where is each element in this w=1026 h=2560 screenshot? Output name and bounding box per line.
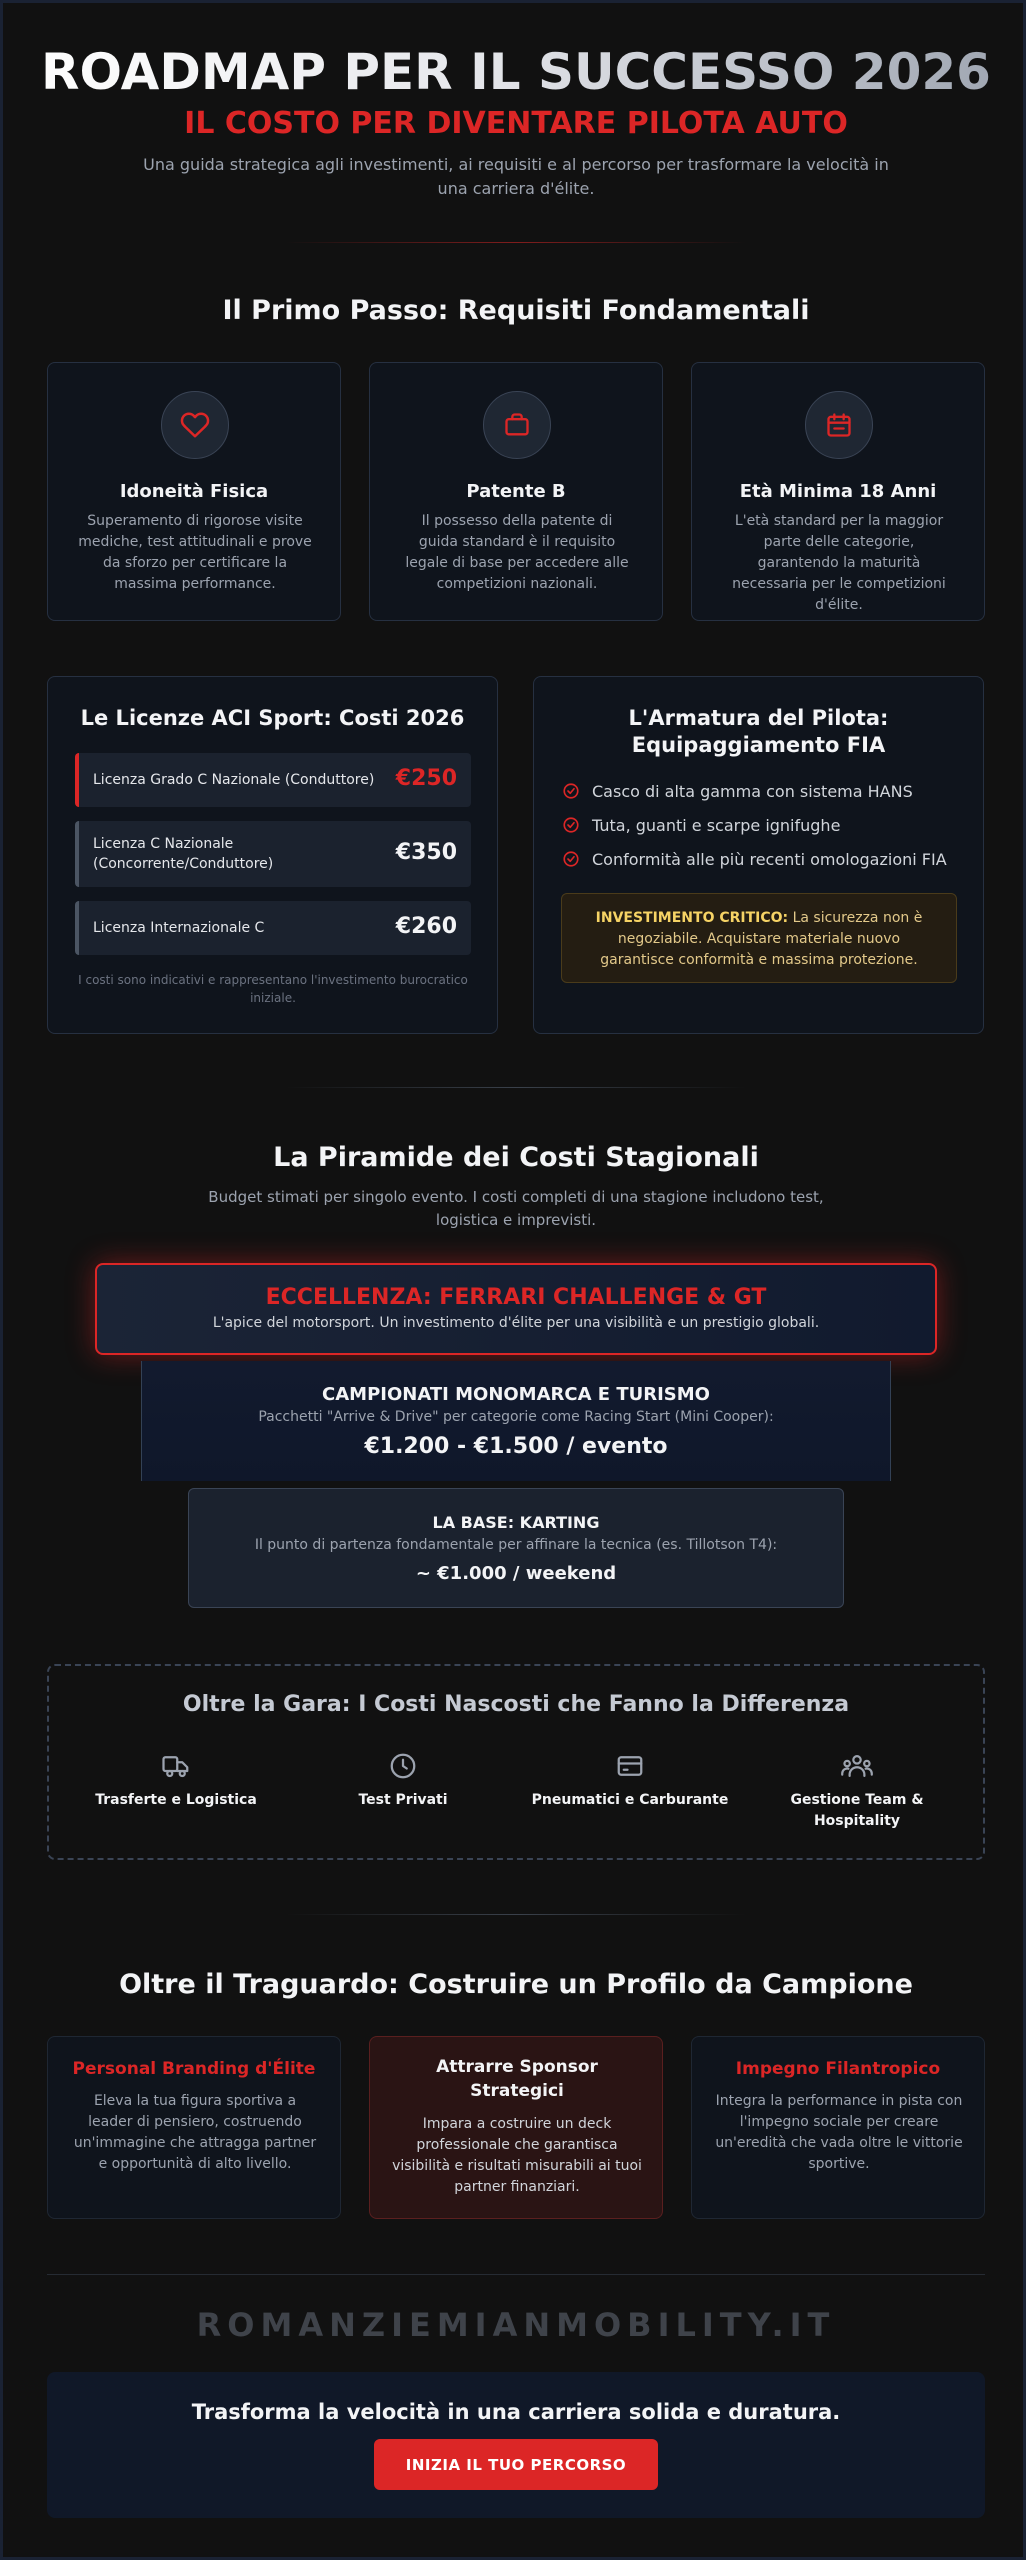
header-divider — [286, 242, 746, 243]
profile-card-desc: Eleva la tua figura sportiva a leader di pensiero, costruendo un'immagine che attragga partner e opportunità di alto livello. — [73, 2093, 317, 2172]
profile-card-title: Impegno Filantropico — [735, 2059, 941, 2079]
requirement-card-age — [691, 362, 985, 621]
licenses-panel — [47, 676, 498, 1034]
licenses-note: I costi sono indicativi e rappresentano l'investimento burocratico iniziale. — [78, 973, 468, 1005]
requirement-desc: Superamento di rigorose visite mediche, test attitudinali e prove da sforzo per certificare la massima performance. — [78, 513, 312, 592]
critical-investment-box — [561, 893, 957, 983]
equipment-item-label: Tuta, guanti e scarpe ignifughe — [592, 815, 841, 835]
check-circle-icon — [562, 850, 580, 868]
equipment-item — [562, 847, 947, 871]
cta-box — [47, 2372, 985, 2518]
tier-desc: L'apice del motorsport. Un investimento d'élite per una visibilità e un prestigio globali. — [212, 1315, 820, 1331]
tier-name: CAMPIONATI MONOMARCA E TURISMO — [322, 1384, 710, 1405]
license-row — [75, 901, 471, 955]
equipment-title — [534, 705, 983, 759]
tier-name: LA BASE: KARTING — [432, 1513, 600, 1532]
profile-card-title: Attrarre Sponsor Strategici — [436, 2057, 598, 2101]
requirement-card-license — [369, 362, 663, 621]
team-icon — [747, 1750, 967, 1782]
hidden-cost-label: Trasferte e Logistica — [95, 1792, 257, 1808]
requirement-desc: Il possesso della patente di guida standard è il requisito legale di base per accedere alle competizioni nazionali. — [405, 513, 629, 592]
license-label: Licenza Internazionale C — [93, 920, 265, 936]
requirement-title: Idoneità Fisica — [119, 481, 269, 502]
section-divider — [286, 1087, 746, 1088]
pyramid-tier-karting — [188, 1488, 844, 1608]
license-row — [75, 753, 471, 807]
tier-name: ECCELLENZA: FERRARI CHALLENGE & GT — [265, 1285, 767, 1310]
requirement-desc: L'età standard per la maggior parte delle categorie, garantendo la maturità necessaria per le competizioni d'élite. — [732, 513, 946, 613]
requirement-card-fitness — [47, 362, 341, 621]
footer-divider — [47, 2274, 985, 2275]
page-subtitle: IL COSTO PER DIVENTARE PILOTA AUTO — [184, 106, 848, 141]
license-label: Licenza C Nazionale (Concorrente/Conduttore) — [93, 836, 274, 872]
requirement-title: Patente B — [466, 481, 566, 502]
license-row — [75, 821, 471, 887]
requirement-title: Età Minima 18 Anni — [739, 481, 937, 502]
heart-icon — [161, 391, 229, 459]
profile-card-philanthropy — [691, 2036, 985, 2219]
hidden-cost-item — [747, 1750, 967, 1832]
critical-label: INVESTIMENTO CRITICO: — [595, 910, 789, 926]
requirements-title: Il Primo Passo: Requisiti Fondamentali — [222, 295, 810, 326]
briefcase-icon — [483, 391, 551, 459]
critical-text: La sicurezza non è negoziabile. Acquistare materiale nuovo garantisce conformità e massima protezione. — [600, 910, 923, 968]
cta-text: Trasforma la velocità in una carriera solida e duratura. — [191, 2400, 841, 2424]
equipment-item — [562, 779, 913, 803]
card-icon — [520, 1750, 740, 1782]
profile-card-branding — [47, 2036, 341, 2219]
pyramid-title: La Piramide dei Costi Stagionali — [273, 1142, 759, 1173]
hidden-cost-label: Gestione Team & Hospitality — [790, 1792, 924, 1829]
hidden-costs-title: Oltre la Gara: I Costi Nascosti che Fanno la Differenza — [182, 1692, 850, 1717]
pyramid-tier-excellence — [95, 1263, 937, 1355]
licenses-title: Le Licenze ACI Sport: Costi 2026 — [80, 706, 465, 730]
profile-card-desc: Integra la performance in pista con l'impegno sociale per creare un'eredità che vada oltre le vittorie sportive. — [715, 2093, 963, 2172]
hidden-cost-item — [66, 1750, 286, 1811]
hidden-cost-item — [293, 1750, 513, 1811]
profile-card-sponsor — [369, 2036, 663, 2219]
pyramid-description: Budget stimati per singolo evento. I costi completi di una stagione includono test, logistica e imprevisti. — [208, 1188, 824, 1229]
license-price: €250 — [395, 766, 457, 791]
page-description: Una guida strategica agli investimenti, ai requisiti e al percorso per trasformare la velocità in una carriera d'élite. — [143, 155, 889, 198]
hidden-costs-box — [47, 1664, 985, 1860]
license-price: €260 — [395, 914, 457, 939]
equipment-item-label: Conformità alle più recenti omologazioni FIA — [592, 849, 947, 869]
check-circle-icon — [562, 782, 580, 800]
profile-card-desc: Impara a costruire un deck professionale che garantisca visibilità e risultati misurabili ai tuoi partner finanziari. — [392, 2116, 642, 2195]
equipment-title-line2: Equipaggiamento FIA — [631, 733, 886, 757]
truck-icon — [66, 1750, 286, 1782]
brand-logo: ROMANZIEMIANMOBILITY.IT — [196, 2306, 836, 2344]
tier-desc: Pacchetti "Arrive & Drive" per categorie come Racing Start (Mini Cooper): — [258, 1409, 774, 1425]
tier-price: €1.200 - €1.500 / evento — [364, 1434, 668, 1459]
equipment-panel — [533, 676, 984, 1034]
start-journey-button[interactable]: INIZIA IL TUO PERCORSO — [374, 2439, 658, 2490]
check-circle-icon — [562, 816, 580, 834]
equipment-title-line1: L'Armatura del Pilota: — [628, 706, 889, 730]
license-label: Licenza Grado C Nazionale (Conduttore) — [93, 772, 375, 788]
page-title: ROADMAP PER IL SUCCESSO 2026 — [3, 43, 1026, 101]
hidden-cost-label: Test Privati — [358, 1792, 448, 1808]
pyramid-tier-monomarca — [141, 1361, 891, 1481]
equipment-item-label: Casco di alta gamma con sistema HANS — [592, 781, 913, 801]
hidden-cost-label: Pneumatici e Carburante — [531, 1792, 729, 1808]
equipment-item — [562, 813, 840, 837]
profile-card-title: Personal Branding d'Élite — [72, 2059, 316, 2079]
license-price: €350 — [395, 840, 457, 865]
section-divider — [286, 1914, 746, 1915]
tier-desc: Il punto di partenza fondamentale per affinare la tecnica (es. Tillotson T4): — [254, 1537, 778, 1553]
profile-title: Oltre il Traguardo: Costruire un Profilo da Campione — [119, 1969, 913, 2000]
calendar-icon — [805, 391, 873, 459]
tier-price: ~ €1.000 / weekend — [415, 1563, 617, 1584]
clock-icon — [293, 1750, 513, 1782]
hidden-cost-item — [520, 1750, 740, 1811]
